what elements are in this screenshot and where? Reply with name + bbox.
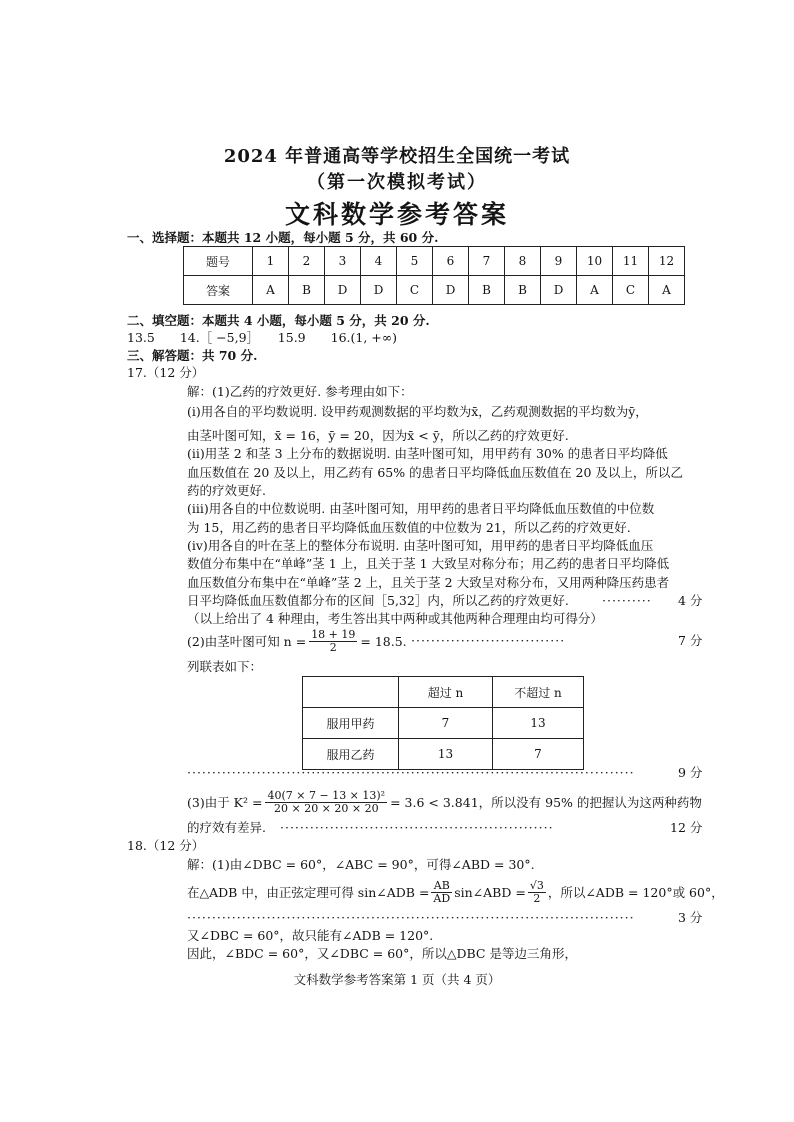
table-cell: 4	[361, 247, 397, 276]
q18-fraction-ab-ad	[431, 880, 452, 905]
fraction-denominator: AD	[433, 891, 451, 905]
q17-part3-suffix: = 3.6 < 3.841，所以没有 95% 的把握认为这两种药物	[390, 794, 702, 810]
table-cell: B	[469, 276, 505, 305]
table-cell: 6	[433, 247, 469, 276]
fill-blank-answers: 13.5 14.［ −5,9］ 15.9 16.(1, +∞)	[127, 330, 398, 345]
fraction-denominator: 20 × 20 × 20 × 20	[273, 801, 379, 815]
fraction-numerator: AB	[431, 880, 452, 893]
q18-line4: 因此，∠BDC = 60°，又∠DBC = 60°，所以△DBC 是等边三角形，	[187, 946, 577, 961]
table-cell: 13	[493, 708, 584, 739]
score-mark: 7 分	[678, 633, 703, 648]
table-cell: 1	[253, 247, 289, 276]
table-cell: 10	[577, 247, 613, 276]
row-label-number: 题号	[184, 247, 253, 276]
table-cell: 7	[399, 708, 493, 739]
score-mark: 3 分	[678, 910, 703, 925]
table-header: 超过 n	[399, 677, 493, 708]
table-cell: 7	[469, 247, 505, 276]
q17-part2	[187, 626, 407, 656]
section3-heading: 三、解答题：共 70 分.	[127, 348, 258, 363]
q18-line2-middle: sin∠ABD =	[454, 884, 526, 900]
q17-part2-suffix: = 18.5.	[360, 633, 407, 649]
q17-reason2-line2: 血压数值在 20 及以上，用乙药有 65% 的患者日平均降低血压数值在 20 及以上，所以乙	[187, 465, 683, 480]
q17-part3-fraction	[265, 790, 387, 815]
exam-title: 2024 年普通高等学校招生全国统一考试	[223, 146, 571, 167]
q17-reason3-line2: 为 15，用乙药的患者日平均降低血压数值的中位数为 21，所以乙药的疗效更好.	[187, 520, 631, 535]
table-cell: D	[433, 276, 469, 305]
table-header: 不超过 n	[493, 677, 584, 708]
table-cell: 5	[397, 247, 433, 276]
q17-reason1-line2: 由茎叶图可知，x̄ = 16，ȳ = 20，因为x̄ < ȳ，所以乙药的疗效更好.	[187, 428, 569, 443]
table-cell: B	[505, 276, 541, 305]
table-cell: 7	[493, 739, 584, 770]
q17-note: （以上给出了 4 种理由，考生答出其中两种或其他两种合理理由均可得分）	[187, 611, 603, 626]
q17-reason1-line1: (i)用各自的平均数说明. 设甲药观测数据的平均数为x̄，乙药观测数据的平均数为ȳ，	[187, 404, 648, 419]
q17-reason3-line1: (iii)用各自的中位数说明. 由茎叶图可知，用甲药的患者日平均降低血压数值的中位数	[187, 501, 655, 516]
table-cell: D	[541, 276, 577, 305]
score-mark: 4 分	[678, 593, 703, 608]
table-cell: 服用乙药	[303, 739, 399, 770]
q17-reason2-line1: (ii)用茎 2 和茎 3 上分布的数据说明. 由茎叶图可知，用甲药有 30% 的患者日平均降低	[187, 446, 668, 461]
table-cell: 服用甲药	[303, 708, 399, 739]
section2-heading: 二、填空题：本题共 4 小题，每小题 5 分，共 20 分.	[127, 313, 430, 328]
q17-intro: 解：(1)乙药的疗效更好. 参考理由如下：	[187, 384, 413, 399]
table-row	[303, 708, 584, 739]
score-mark: 12 分	[670, 820, 703, 835]
table-cell: C	[397, 276, 433, 305]
table-cell: 13	[399, 739, 493, 770]
table-cell: A	[649, 276, 685, 305]
q18-line3: 又∠DBC = 60°，故只能有∠ADB = 120°.	[187, 928, 434, 943]
score-mark: 9 分	[678, 765, 703, 780]
fraction-denominator: 2	[329, 640, 337, 654]
q17-reason4-line3: 血压数值分布集中在“单峰”茎 2 上，且关于茎 2 大致呈对称分布，又用两种降压药患者	[187, 575, 670, 590]
page-footer: 文科数学参考答案第 1 页（共 4 页）	[293, 972, 501, 987]
section1-heading: 一、选择题：本题共 12 小题，每小题 5 分，共 60 分.	[127, 230, 439, 245]
fraction-numerator: √3	[529, 878, 544, 892]
q17-reason4-line1: (iv)用各自的叶在茎上的整体分布说明. 由茎叶图可知，用甲药的患者日平均降低血压	[187, 538, 654, 553]
q17-part3	[187, 786, 702, 818]
q17-reason4-line4: 日平均降低血压数值都分布的区间［5,32］内，所以乙药的疗效更好.	[187, 593, 569, 608]
fraction-numerator: 40(7 × 7 − 13 × 13)²	[267, 788, 386, 802]
q18-line2-suffix: ，所以∠ADB = 120°或 60°，	[547, 884, 724, 900]
table-cell: D	[325, 276, 361, 305]
fraction-denominator: 2	[533, 891, 541, 905]
q18-line2-prefix: 在△ADB 中，由正弦定理可得 sin∠ADB =	[187, 884, 430, 900]
q18-line1: 解：(1)由∠DBC = 60°，∠ABC = 90°，可得∠ABD = 30°.	[187, 857, 535, 872]
table-row	[184, 276, 685, 305]
fraction-numerator: 18 + 19	[311, 627, 356, 641]
q17-reason4-line2: 数值分布集中在“单峰”茎 1 上，且关于茎 1 大致呈对称分布；用乙药的患者日平均降低	[187, 556, 670, 571]
table-cell: 2	[289, 247, 325, 276]
q18-fraction-sqrt3-2	[528, 880, 546, 905]
q17-part2-prefix: (2)由茎叶图可知 n =	[187, 633, 307, 649]
contingency-table	[302, 676, 584, 770]
answer-table	[183, 246, 685, 305]
q17-part3-prefix: (3)由于 K² =	[187, 794, 263, 810]
document-title: 文科数学参考答案	[284, 200, 509, 229]
q17-table-intro: 列联表如下：	[187, 659, 263, 674]
table-cell: B	[289, 276, 325, 305]
table-cell: A	[253, 276, 289, 305]
table-cell: 12	[649, 247, 685, 276]
q17-reason2-line3: 药的疗效更好.	[187, 483, 266, 498]
table-cell: 9	[541, 247, 577, 276]
table-row	[303, 677, 584, 708]
table-row	[184, 247, 685, 276]
table-cell: D	[361, 276, 397, 305]
q17-part3-line2: 的疗效有差异.	[187, 820, 266, 835]
q17-part2-fraction	[309, 629, 357, 654]
exam-subtitle: （第一次模拟考试）	[307, 172, 487, 193]
q18-line2	[187, 876, 724, 908]
table-cell	[303, 677, 399, 708]
q18-label: 18.（12 分）	[127, 838, 205, 853]
table-cell: 8	[505, 247, 541, 276]
table-cell: 3	[325, 247, 361, 276]
table-cell: C	[613, 276, 649, 305]
table-cell: 11	[613, 247, 649, 276]
row-label-answer: 答案	[184, 276, 253, 305]
table-cell: A	[577, 276, 613, 305]
q17-label: 17.（12 分）	[127, 365, 205, 380]
